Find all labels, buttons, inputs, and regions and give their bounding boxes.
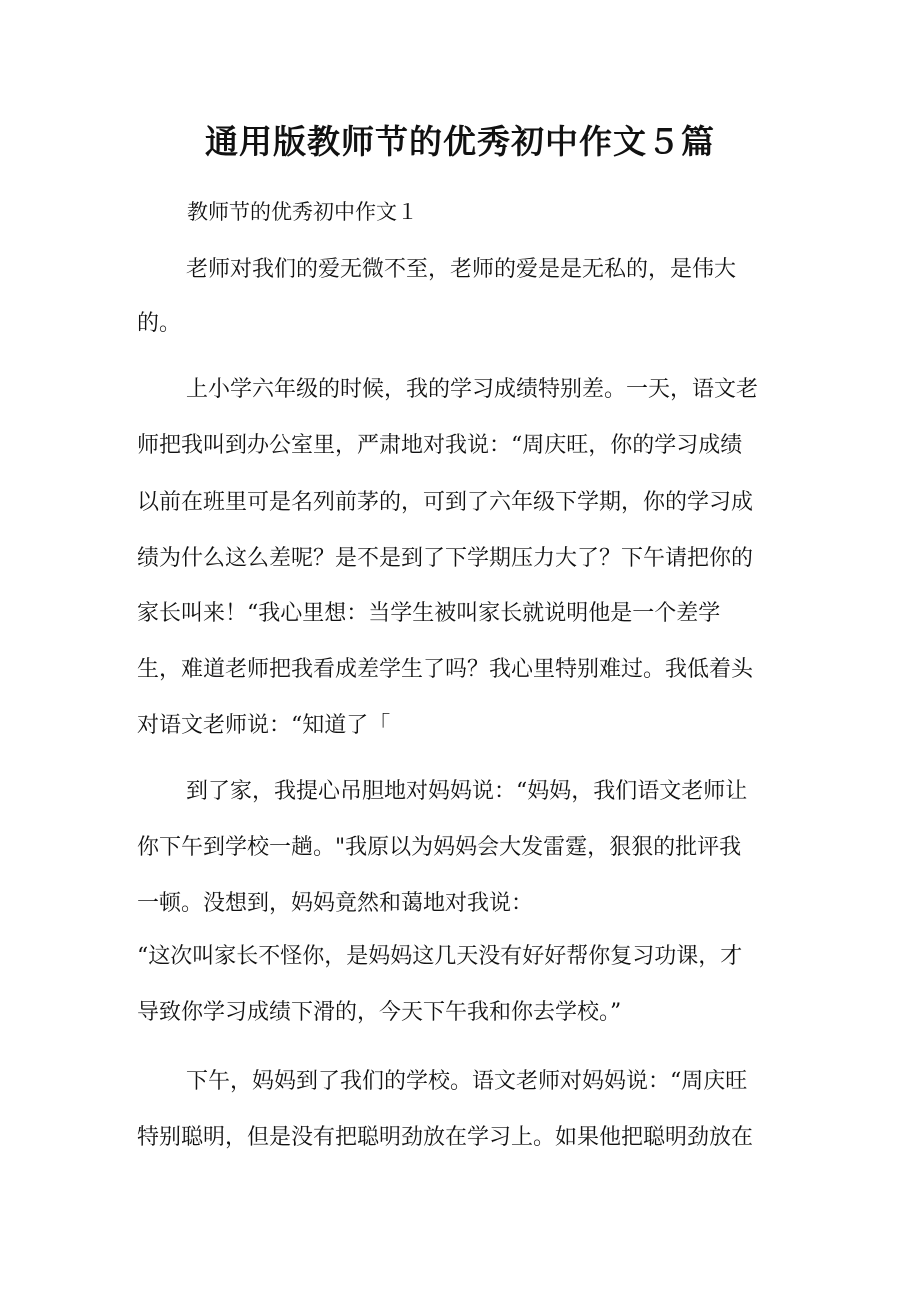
text-line: “这次叫家长不怪你，是妈妈这几天没有好好帮你复习功课，才 [137,944,743,969]
text-line: 老师对我们的爱无微不至，老师的爱是是无私的，是伟大 [186,257,737,282]
text-line: 导致你学习成绩下滑的，今天下午我和你去学校。” [137,1000,622,1025]
text-line: 下午，妈妈到了我们的学校。语文老师对妈妈说：“周庆旺 [186,1069,748,1094]
document-title: 通用版教师节的优秀初中作文５篇 [205,122,715,161]
text-line: 家长叫来！“我心里想：当学生被叫家长就说明他是一个差学 [137,601,721,626]
text-line: 师把我叫到办公室里，严肃地对我说：“周庆旺，你的学习成绩 [137,433,743,458]
text-line: 一顿。没想到，妈妈竟然和蔼地对我说： [137,891,534,916]
text-line: 以前在班里可是名列前茅的，可到了六年级下学期，你的学习成 [137,490,754,515]
text-line: 生，难道老师把我看成差学生了吗？我心里特别难过。我低着头 [137,657,754,682]
text-line: 到了家，我提心吊胆地对妈妈说：“妈妈，我们语文老师让 [186,779,748,804]
text-line: 的。 [137,311,182,336]
text-line: 上小学六年级的时候，我的学习成绩特别差。一天，语文老 [186,377,759,402]
text-line: 特别聪明，但是没有把聪明劲放在学习上。如果他把聪明劲放在 [137,1125,754,1150]
text-line: 对语文老师说：“知道了「 [137,713,391,738]
essay-heading: 教师节的优秀初中作文１ [187,200,418,224]
text-line: 绩为什么这么差呢？是不是到了下学期压力大了？下午请把你的 [137,546,754,571]
text-line: 你下午到学校一趟。"我原以为妈妈会大发雷霆，狠狠的批评我 [137,835,742,860]
